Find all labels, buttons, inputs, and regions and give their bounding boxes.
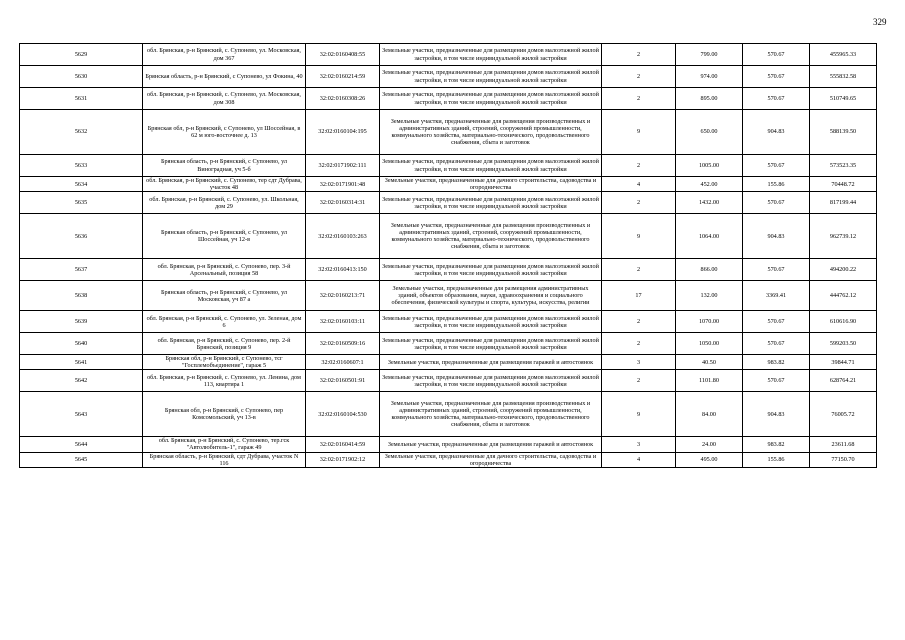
group-cell: 4 — [602, 177, 676, 192]
land-use-cell: Земельные участки, предназначенные для размещения гаражей и автостоянок — [380, 355, 602, 370]
area-cell: 452.00 — [676, 177, 743, 192]
land-use-cell: Земельные участки, предназначенные для размещения домов малоэтажной жилой застройки, в том числе индивидуальной жилой застройки — [380, 66, 602, 88]
land-use-cell: Земельные участки, предназначенные для размещения домов малоэтажной жилой застройки, в том числе индивидуальной жилой застройки — [380, 333, 602, 355]
area-cell: 1432.00 — [676, 192, 743, 214]
cadastral-number-cell: 32:02:0160314:31 — [306, 192, 380, 214]
group-cell: 2 — [602, 259, 676, 281]
group-cell: 2 — [602, 44, 676, 66]
cadastral-number-cell: 32:02:0160308:26 — [306, 88, 380, 110]
group-cell: 3 — [602, 355, 676, 370]
cadastral-value-cell: 573523.35 — [810, 155, 877, 177]
address-cell: обл. Брянская, р-н Брянский, с. Супонево, ул. Московская, дом 367 — [143, 44, 306, 66]
cadastral-value-cell: 588139.50 — [810, 110, 877, 155]
cadastral-number-cell: 32:02:0171901:48 — [306, 177, 380, 192]
cadastral-number-cell: 32:02:0160103:11 — [306, 311, 380, 333]
row-id-cell: 5633 — [20, 155, 143, 177]
cadastral-value-cell: 962739.12 — [810, 214, 877, 259]
row-id-cell: 5635 — [20, 192, 143, 214]
land-use-cell: Земельные участки, предназначенные для размещения домов малоэтажной жилой застройки, в том числе индивидуальной жилой застройки — [380, 259, 602, 281]
specific-value-cell: 570.67 — [743, 370, 810, 392]
row-id-cell: 5632 — [20, 110, 143, 155]
table-row — [20, 110, 877, 155]
address-cell: Брянская область, р-н Брянский, с Супонево, ул Виноградная, уч 5-б — [143, 155, 306, 177]
specific-value-cell: 904.83 — [743, 392, 810, 437]
cadastral-number-cell: 32:02:0160103:263 — [306, 214, 380, 259]
row-id-cell: 5629 — [20, 44, 143, 66]
cadastral-value-cell: 817199.44 — [810, 192, 877, 214]
address-cell: обл. Брянская, р-н Брянский, с. Супонево, тер.гск "Автолюбитель-1", гараж 49 — [143, 437, 306, 452]
row-id-cell: 5637 — [20, 259, 143, 281]
area-cell: 866.00 — [676, 259, 743, 281]
group-cell: 9 — [602, 110, 676, 155]
area-cell: 1064.00 — [676, 214, 743, 259]
table-row — [20, 452, 877, 467]
address-cell: Брянская область, р-н Брянский, с Супонево, ул Фокина, 40 — [143, 66, 306, 88]
table-row — [20, 192, 877, 214]
address-cell: Брянская обл, р-н Брянский, с Супонево, ул Шоссейная, в 62 м юго-восточнее д. 13 — [143, 110, 306, 155]
address-cell: обл. Брянская, р-н Брянский, с. Супонево, тер сдт Дубрава, участок 48 — [143, 177, 306, 192]
address-cell: обл. Брянская, р-н Брянский, с. Супонево, ул. Московская, дом 308 — [143, 88, 306, 110]
cadastral-value-cell: 455965.33 — [810, 44, 877, 66]
cadastral-value-table — [19, 43, 877, 468]
address-cell: Брянская обл, р-н Брянский, с Супонево, тсг "Госплемобъединение", гараж 5 — [143, 355, 306, 370]
row-id-cell: 5639 — [20, 311, 143, 333]
land-use-cell: Земельные участки, предназначенные для размещения домов малоэтажной жилой застройки, в том числе индивидуальной жилой застройки — [380, 192, 602, 214]
area-cell: 84.00 — [676, 392, 743, 437]
specific-value-cell: 904.83 — [743, 110, 810, 155]
land-use-cell: Земельные участки, предназначенные для размещения производственных и административных зданий, строений, сооружений промышленности, коммунального хозяйства, материально-технического, продовольственного снабжения, сбыта и заготовок — [380, 110, 602, 155]
table-row — [20, 177, 877, 192]
row-id-cell: 5630 — [20, 66, 143, 88]
land-use-cell: Земельные участки, предназначенные для размещения гаражей и автостоянок — [380, 437, 602, 452]
land-use-cell: Земельные участки, предназначенные для размещения домов малоэтажной жилой застройки, в том числе индивидуальной жилой застройки — [380, 155, 602, 177]
land-use-cell: Земельные участки, предназначенные для дачного строительства, садоводства и огородничества — [380, 452, 602, 467]
table-row — [20, 155, 877, 177]
area-cell: 1101.80 — [676, 370, 743, 392]
row-id-cell: 5644 — [20, 437, 143, 452]
group-cell: 9 — [602, 392, 676, 437]
address-cell: Брянская область, р-н Брянский, с Супонево, ул Московская, уч 87 а — [143, 281, 306, 311]
address-cell: обл. Брянская, р-н Брянский, с. Супонево, ул. Школьная, дом 29 — [143, 192, 306, 214]
specific-value-cell: 570.67 — [743, 88, 810, 110]
table-row — [20, 311, 877, 333]
cadastral-number-cell: 32:02:0160501:91 — [306, 370, 380, 392]
table-row — [20, 66, 877, 88]
cadastral-number-cell: 32:02:0160414:59 — [306, 437, 380, 452]
table-row — [20, 259, 877, 281]
area-cell: 495.00 — [676, 452, 743, 467]
cadastral-value-cell: 599203.50 — [810, 333, 877, 355]
cadastral-number-cell: 32:02:0160104:195 — [306, 110, 380, 155]
cadastral-value-cell: 444762.12 — [810, 281, 877, 311]
cadastral-number-cell: 32:02:0160213:71 — [306, 281, 380, 311]
group-cell: 2 — [602, 192, 676, 214]
cadastral-value-cell: 39844.71 — [810, 355, 877, 370]
area-cell: 24.00 — [676, 437, 743, 452]
address-cell: Брянская обл, р-н Брянский, с Супонево, пер Комсомольский, уч 13-в — [143, 392, 306, 437]
specific-value-cell: 570.67 — [743, 311, 810, 333]
table-row — [20, 214, 877, 259]
cadastral-number-cell: 32:02:0160509:16 — [306, 333, 380, 355]
specific-value-cell: 570.67 — [743, 155, 810, 177]
group-cell: 2 — [602, 155, 676, 177]
row-id-cell: 5634 — [20, 177, 143, 192]
specific-value-cell: 983.82 — [743, 355, 810, 370]
table-body — [20, 44, 877, 468]
page-number: 329 — [873, 17, 887, 27]
land-use-cell: Земельные участки, предназначенные для размещения домов малоэтажной жилой застройки, в том числе индивидуальной жилой застройки — [380, 44, 602, 66]
cadastral-number-cell: 32:02:0160607:1 — [306, 355, 380, 370]
cadastral-number-cell: 32:02:0160214:59 — [306, 66, 380, 88]
specific-value-cell: 983.82 — [743, 437, 810, 452]
specific-value-cell: 904.83 — [743, 214, 810, 259]
group-cell: 2 — [602, 333, 676, 355]
cadastral-value-cell: 628764.21 — [810, 370, 877, 392]
area-cell: 1050.00 — [676, 333, 743, 355]
specific-value-cell: 570.67 — [743, 192, 810, 214]
cadastral-number-cell: 32:02:0171902:111 — [306, 155, 380, 177]
table-row — [20, 88, 877, 110]
land-use-cell: Земельные участки, предназначенные для размещения административных зданий, объектов образования, науки, здравоохранения и социального обеспечения, физической культуры и спорта, культуры, искусства, религии — [380, 281, 602, 311]
cadastral-value-cell: 510749.65 — [810, 88, 877, 110]
area-cell: 650.00 — [676, 110, 743, 155]
table-row — [20, 333, 877, 355]
cadastral-value-cell: 77150.70 — [810, 452, 877, 467]
cadastral-number-cell: 32:02:0160408:55 — [306, 44, 380, 66]
address-cell: обл. Брянская, р-н Брянский, с. Супонево, пер. 2-й Брянский, позиция 9 — [143, 333, 306, 355]
row-id-cell: 5638 — [20, 281, 143, 311]
table-row — [20, 44, 877, 66]
row-id-cell: 5642 — [20, 370, 143, 392]
group-cell: 2 — [602, 88, 676, 110]
address-cell: обл. Брянская, р-н Брянский, с. Супонево, ул. Ленина, дом 113, квартира 1 — [143, 370, 306, 392]
specific-value-cell: 155.86 — [743, 177, 810, 192]
specific-value-cell: 570.67 — [743, 333, 810, 355]
address-cell: обл. Брянская, р-н Брянский, с. Супонево, ул. Зеленая, дом 6 — [143, 311, 306, 333]
area-cell: 799.00 — [676, 44, 743, 66]
cadastral-value-cell: 555832.58 — [810, 66, 877, 88]
area-cell: 1070.00 — [676, 311, 743, 333]
row-id-cell: 5641 — [20, 355, 143, 370]
cadastral-value-cell: 70448.72 — [810, 177, 877, 192]
land-use-cell: Земельные участки, предназначенные для размещения домов малоэтажной жилой застройки, в том числе индивидуальной жилой застройки — [380, 311, 602, 333]
group-cell: 17 — [602, 281, 676, 311]
area-cell: 974.00 — [676, 66, 743, 88]
address-cell: Брянская область, р-н Брянский, сдт Дубрава, участок N 116 — [143, 452, 306, 467]
cadastral-number-cell: 32:02:0160413:150 — [306, 259, 380, 281]
land-use-cell: Земельные участки, предназначенные для размещения производственных и административных зданий, строений, сооружений промышленности, коммунального хозяйства, материально-технического, продовольственного снабжения, сбыта и заготовок — [380, 214, 602, 259]
table-row — [20, 437, 877, 452]
cadastral-number-cell: 32:02:0160104:530 — [306, 392, 380, 437]
row-id-cell: 5640 — [20, 333, 143, 355]
group-cell: 4 — [602, 452, 676, 467]
specific-value-cell: 570.67 — [743, 259, 810, 281]
land-use-cell: Земельные участки, предназначенные для дачного строительства, садоводства и огородничества — [380, 177, 602, 192]
area-cell: 895.00 — [676, 88, 743, 110]
specific-value-cell: 155.86 — [743, 452, 810, 467]
cadastral-number-cell: 32:02:0171902:12 — [306, 452, 380, 467]
land-use-cell: Земельные участки, предназначенные для размещения домов малоэтажной жилой застройки, в том числе индивидуальной жилой застройки — [380, 88, 602, 110]
cadastral-value-cell: 76005.72 — [810, 392, 877, 437]
land-use-cell: Земельные участки, предназначенные для размещения домов малоэтажной жилой застройки, в том числе индивидуальной жилой застройки — [380, 370, 602, 392]
group-cell: 2 — [602, 311, 676, 333]
table-row — [20, 392, 877, 437]
table-row — [20, 355, 877, 370]
specific-value-cell: 570.67 — [743, 44, 810, 66]
group-cell: 9 — [602, 214, 676, 259]
row-id-cell: 5631 — [20, 88, 143, 110]
address-cell: Брянская область, р-н Брянский, с Супонево, ул Шоссейная, уч 12-в — [143, 214, 306, 259]
area-cell: 1005.00 — [676, 155, 743, 177]
group-cell: 2 — [602, 370, 676, 392]
table-row — [20, 281, 877, 311]
table-row — [20, 370, 877, 392]
group-cell: 2 — [602, 66, 676, 88]
area-cell: 40.50 — [676, 355, 743, 370]
row-id-cell: 5636 — [20, 214, 143, 259]
specific-value-cell: 570.67 — [743, 66, 810, 88]
cadastral-value-cell: 23611.68 — [810, 437, 877, 452]
cadastral-value-cell: 610616.90 — [810, 311, 877, 333]
row-id-cell: 5645 — [20, 452, 143, 467]
row-id-cell: 5643 — [20, 392, 143, 437]
group-cell: 3 — [602, 437, 676, 452]
address-cell: обл. Брянская, р-н Брянский, с. Супонево, пер. 3-й Арсенальный, позиция 58 — [143, 259, 306, 281]
area-cell: 132.00 — [676, 281, 743, 311]
cadastral-value-cell: 494200.22 — [810, 259, 877, 281]
land-use-cell: Земельные участки, предназначенные для размещения производственных и административных зданий, строений, сооружений промышленности, коммунального хозяйства, материально-технического, продовольственного снабжения, сбыта и заготовок — [380, 392, 602, 437]
specific-value-cell: 3369.41 — [743, 281, 810, 311]
